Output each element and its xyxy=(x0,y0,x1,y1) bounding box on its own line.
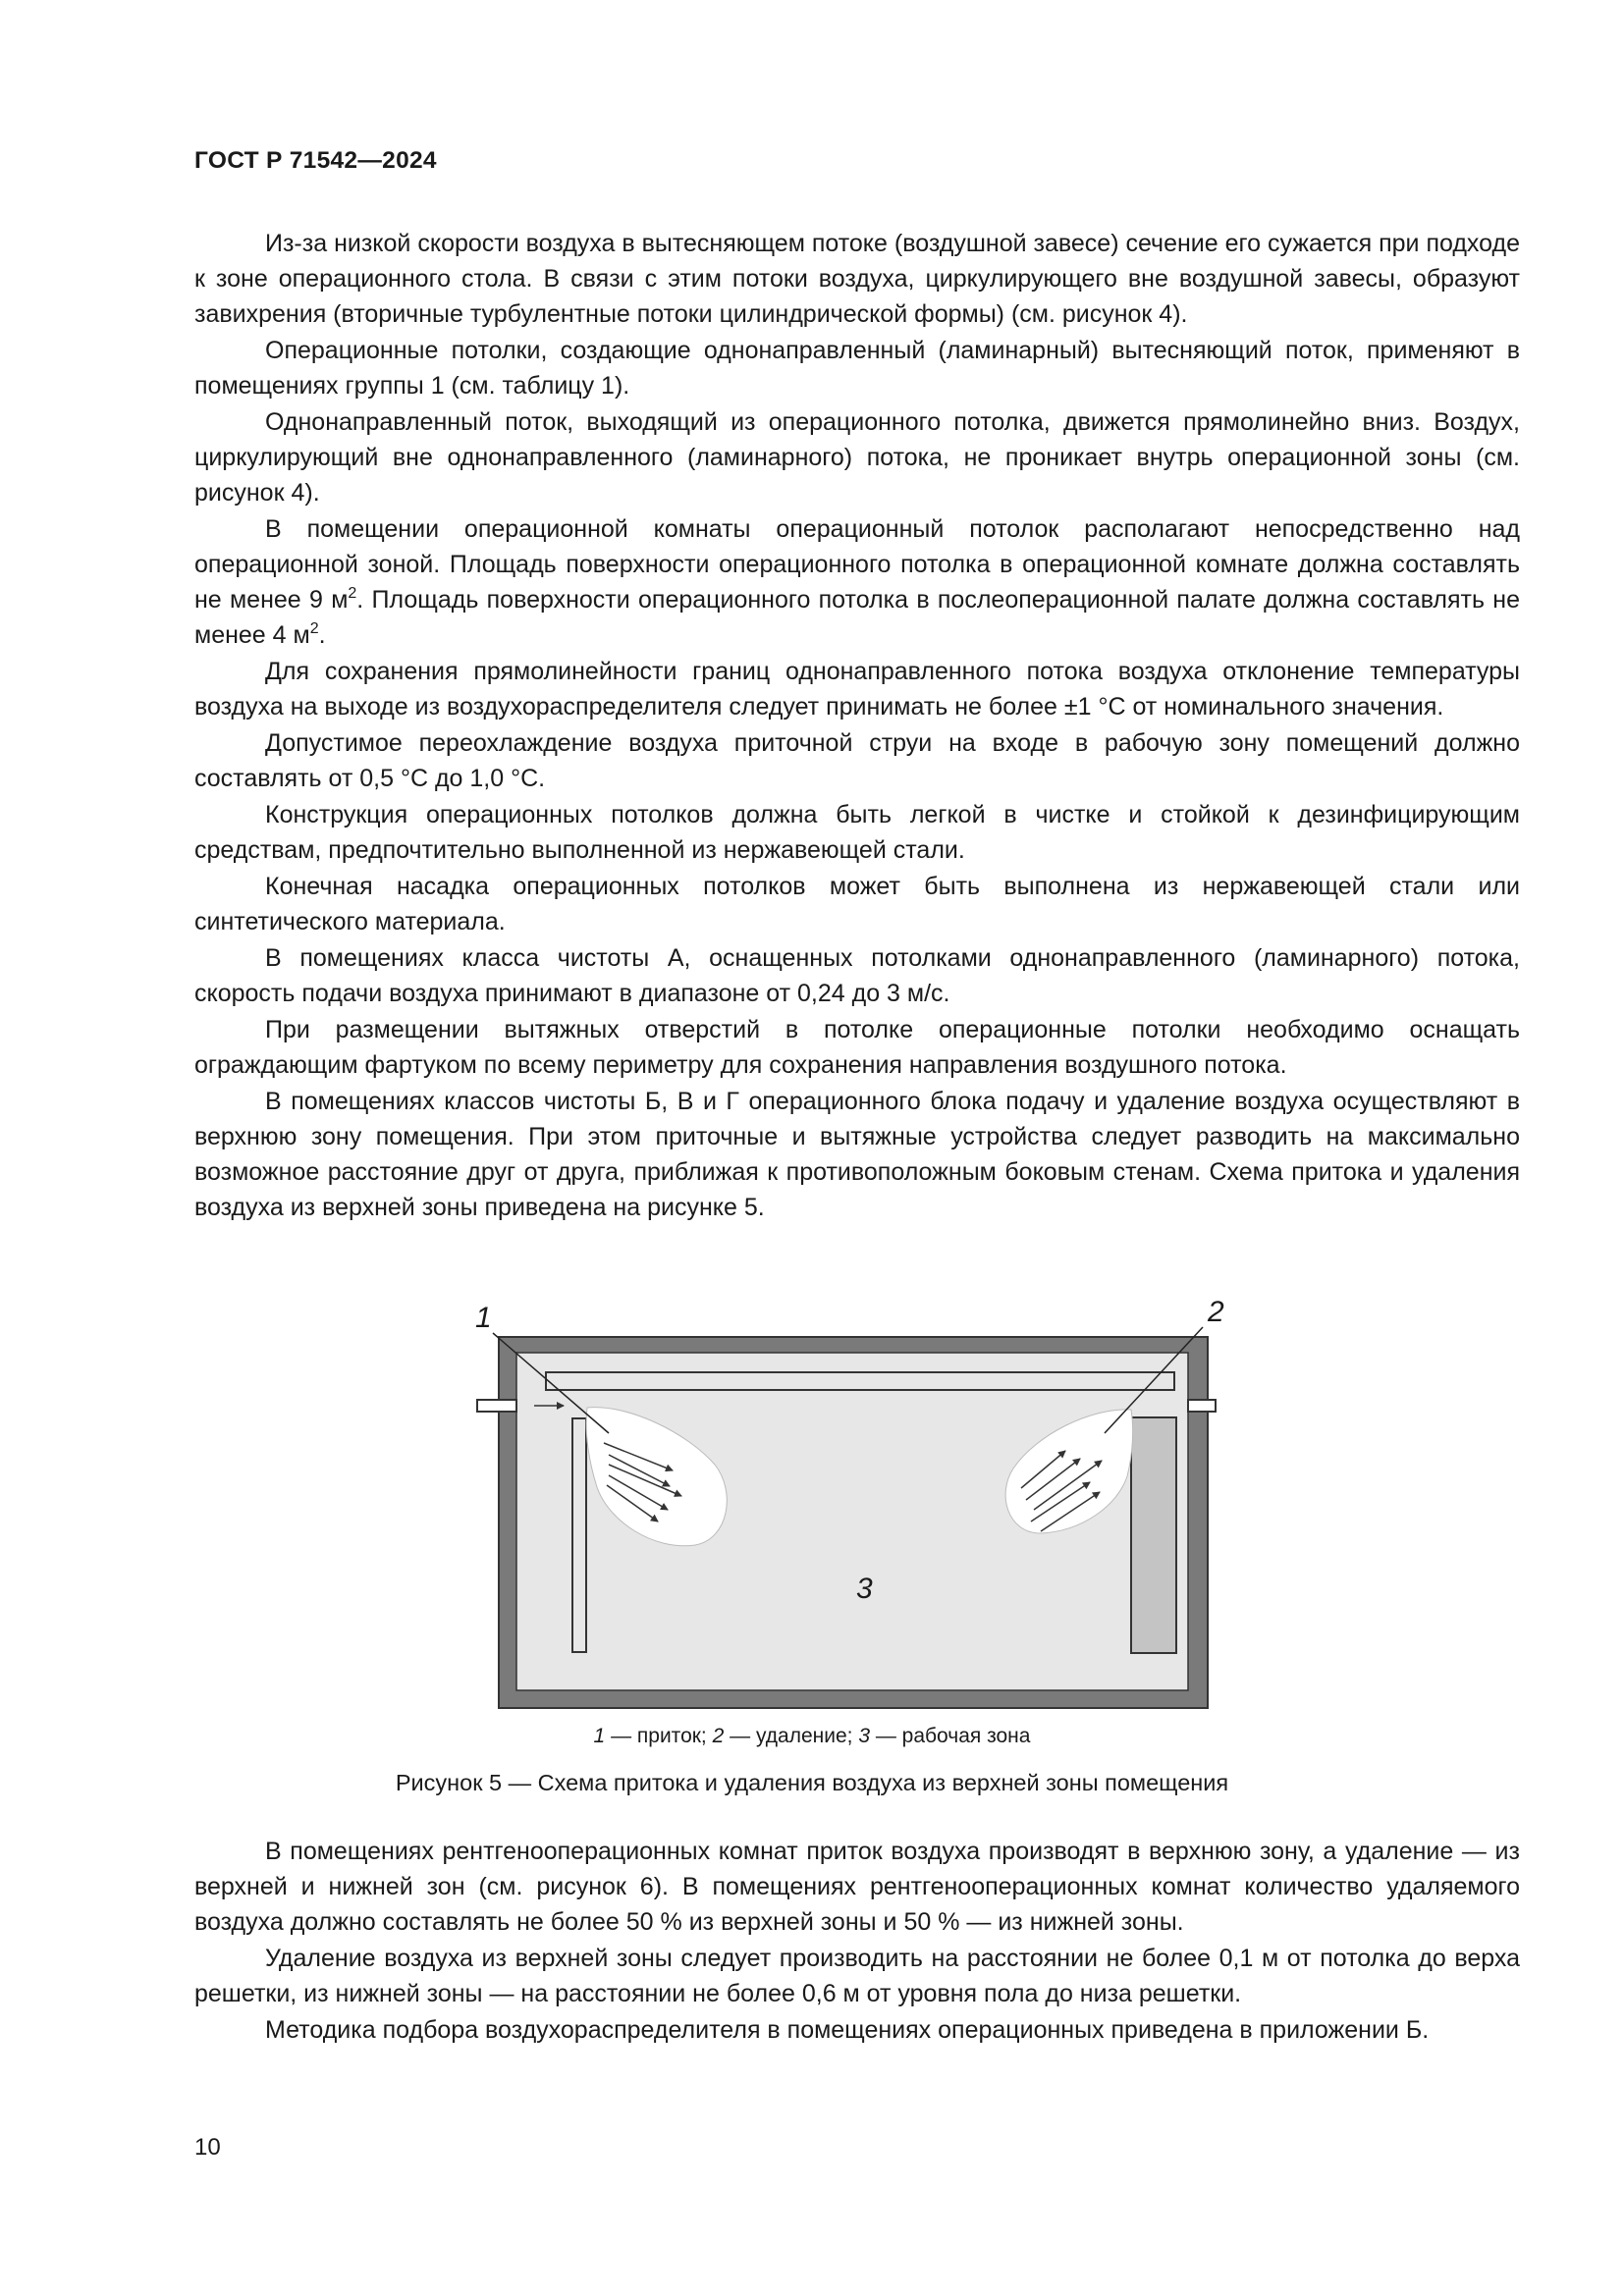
paragraph: Для сохранения прямолинейности границ однонаправленного потока воздуха отклонение температуры воздуха на выходе из воздухораспределителя следует принимать не более ±1 °С от номинального значения. xyxy=(194,658,1520,721)
exhaust-panel xyxy=(1131,1417,1176,1653)
paragraph: Конечная насадка операционных потолков может быть выполнена из нержавеющей стали или синтетического материала. xyxy=(194,873,1520,935)
figure-label-2: 2 xyxy=(1208,1296,1224,1328)
room-interior xyxy=(516,1353,1188,1690)
paragraph: Методика подбора воздухораспределителя в помещениях операционных приведена в приложении Б. xyxy=(265,2016,1430,2044)
body-text-top xyxy=(194,226,1520,1226)
paragraph: Конструкция операционных потолков должна быть легкой в чистке и стойкой к дезинфицирующим средствам, предпочтительно выполненной из нержавеющей стали. xyxy=(194,801,1520,864)
paragraph: Удаление воздуха из верхней зоны следует производить на расстоянии не более 0,1 м от потолка до верха решетки, из нижней зоны — на расстоянии не более 0,6 м от уровня пола до низа решетки. xyxy=(194,1945,1520,2007)
paragraph: Операционные потолки, создающие однонаправленный (ламинарный) вытесняющий поток, применяют в помещениях группы 1 (см. таблицу 1). xyxy=(194,337,1520,400)
figure-caption: Рисунок 5 — Схема притока и удаления воздуха из верхней зоны помещения xyxy=(395,1770,1229,1795)
paragraph: Из-за низкой скорости воздуха в вытесняющем потоке (воздушной завесе) сечение его сужается при подходе к зоне операционного стола. В связи с этим потоки воздуха, циркулирующего вне воздушной завесы, образуют завихрения (вторичные турбулентные потоки цилиндрической формы) (см. рисунок 4). xyxy=(194,230,1520,328)
paragraph-area-requirements: В помещении операционной комнаты операционный потолок располагают непосредственно над операционной зоной. Площадь поверхности операционного потолка в операционной комнате должна составлять не менее 9 $м^2$. Площадь поверхности операционного потолка в послеоперационной палате должна составлять не менее 4 $м^2$. xyxy=(194,515,1520,649)
figure-label-3: 3 xyxy=(856,1573,873,1605)
ceiling-duct xyxy=(546,1372,1174,1390)
paragraph: Допустимое переохлаждение воздуха приточной струи на входе в рабочую зону помещений должно составлять от 0,5 °С до 1,0 °С. xyxy=(194,729,1520,792)
body-text-bottom xyxy=(194,1834,1520,2049)
figure-label-1: 1 xyxy=(475,1302,492,1334)
document-header: ГОСТ Р 71542—2024 xyxy=(194,147,437,174)
supply-grille xyxy=(572,1418,586,1652)
paragraph: В помещениях классов чистоты Б, В и Г операционного блока подачу и удаление воздуха осуществляют в верхнюю зону помещения. При этом приточные и вытяжные устройства следует разводить на максимально возможное расстояние друг от друга, приближая к противоположным боковым стенам. Схема притока и удаления воздуха из верхней зоны приведена на рисунке 5. xyxy=(194,1088,1520,1221)
paragraph: В помещениях рентгенооперационных комнат приток воздуха производят в верхнюю зону, а удаление — из верхней и нижней зон (см. рисунок 6). В помещениях рентгенооперационных комнат количество удаляемого воздуха должно составлять не более 50 % из верхней зоны и 50 % — из нижней зоны. xyxy=(194,1838,1520,1936)
page-number: 10 xyxy=(194,2134,221,2161)
paragraph: В помещениях класса чистоты А, оснащенных потолками однонаправленного (ламинарного) потока, скорость подачи воздуха принимают в диапазоне от 0,24 до 3 м/с. xyxy=(194,944,1520,1007)
exhaust-nozzle xyxy=(1188,1400,1216,1412)
paragraph: Однонаправленный поток, выходящий из операционного потолка, движется прямолинейно вниз. Воздух, циркулирующий вне однонаправленного (ламинарного) потока, не проникает внутрь операционной зоны (см. рисунок 4). xyxy=(194,408,1520,507)
figure-5-diagram xyxy=(461,1286,1247,1718)
figure-legend: 1 — приток; 2 — удаление; 3 — рабочая зона xyxy=(593,1725,1031,1747)
supply-nozzle xyxy=(477,1400,516,1412)
paragraph: При размещении вытяжных отверстий в потолке операционные потолки необходимо оснащать ограждающим фартуком по всему периметру для сохранения направления воздушного потока. xyxy=(194,1016,1520,1079)
